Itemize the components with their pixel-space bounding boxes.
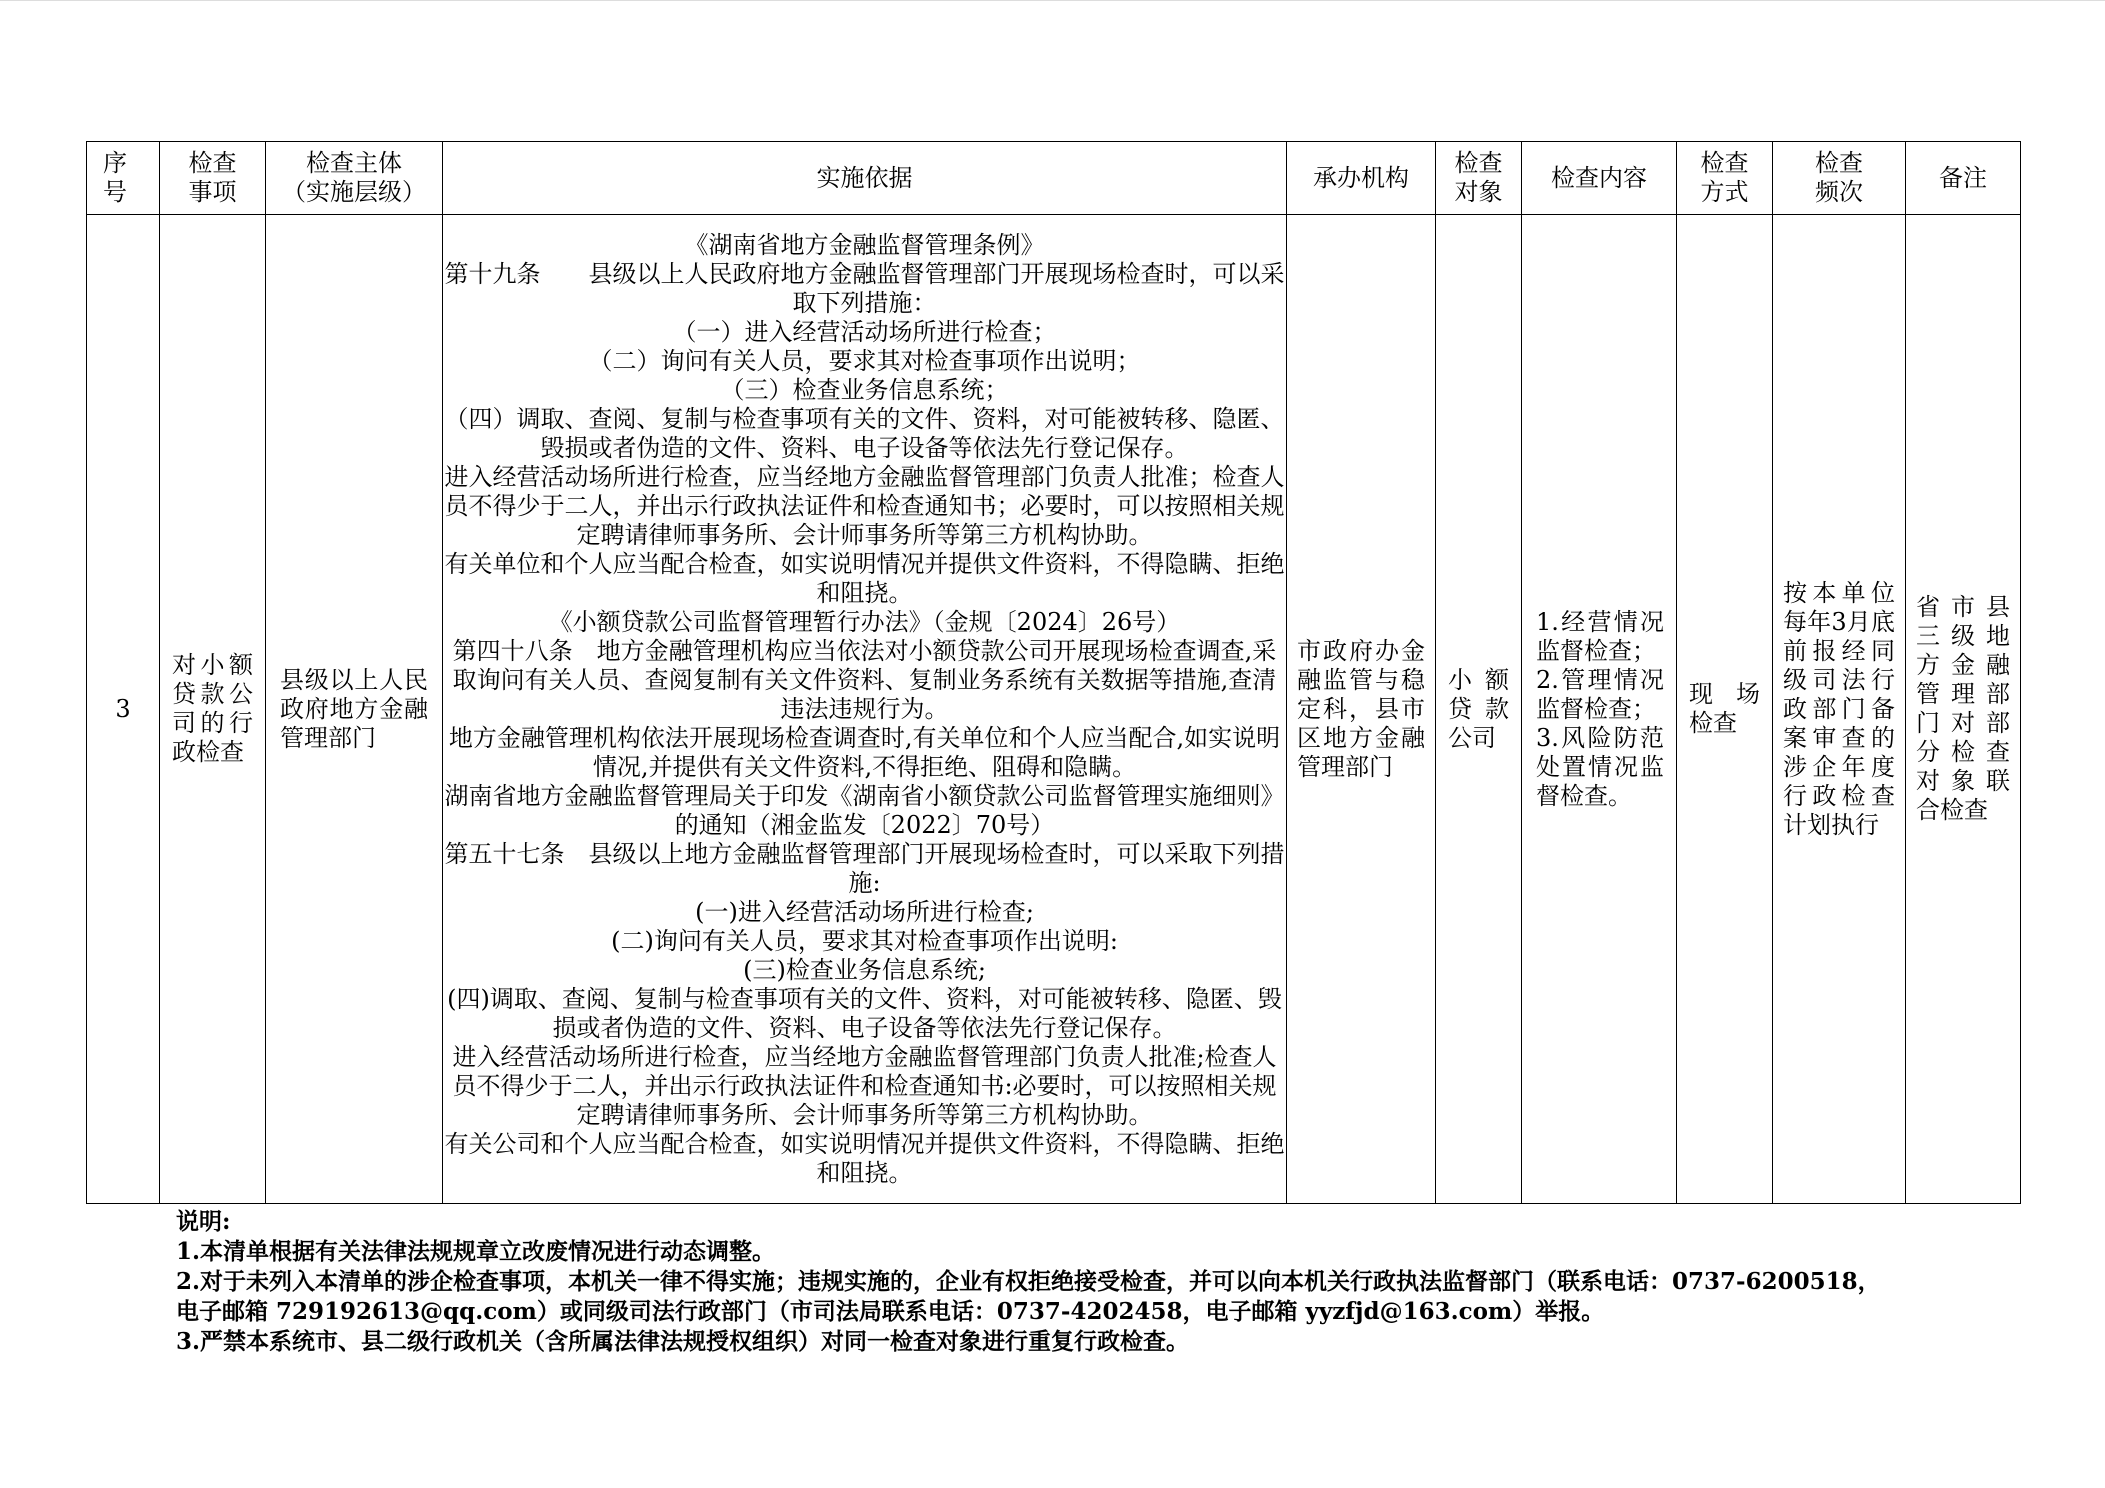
basis-paragraph: (三)检查业务信息系统; [743,955,986,984]
notes-list [176,1207,2036,1357]
basis-paragraph: 进入经营活动场所进行检查，应当经地方金融监督管理部门负责人批准；检查人员不得少于二人，并出示行政执法证件和检查通知书；必要时，可以按照相关规定聘请律师事务所、会计师事务所等第三方机构协助。 [444,462,1285,549]
header-target: 检查对象 [1436,142,1522,215]
note-line: 2.对于未列入本清单的涉企检查事项，本机关一律不得实施；违规实施的，企业有权拒绝接受检查，并可以向本机关行政执法监督部门（联系电话：0737-6200518， [176,1268,1881,1295]
basis-paragraph: 《小额贷款公司监督管理暂行办法》（金规〔2024〕26号） [548,607,1181,636]
basis-paragraph: 湖南省地方金融监督管理局关于印发《湖南省小额贷款公司监督管理实施细则》的通知（湘金监发〔2022〕70号） [444,781,1285,839]
cell-agency: 市政府办金融监管与稳定科，县市区地方金融管理部门 [1287,215,1436,1204]
header-subject-line2: （实施层级） [282,178,426,206]
inspection-table [86,141,2021,1204]
content-item: 1.经营情况监督检查； [1536,607,1664,665]
note-line: 3.严禁本系统市、县二级行政机关（含所属法律法规授权组织）对同一检查对象进行重复行政检查。 [176,1328,1190,1355]
cell-method: 现场检查 [1677,215,1773,1204]
basis-paragraph: 有关公司和个人应当配合检查，如实说明情况并提供文件资料，不得隐瞒、拒绝和阻挠。 [444,1129,1285,1187]
cell-basis [443,215,1287,1204]
basis-paragraph: 第十九条 县级以上人民政府地方金融监督管理部门开展现场检查时，可以采取下列措施： [444,259,1285,317]
basis-paragraph: 《湖南省地方金融监督管理条例》 [684,230,1045,259]
note-line: 1.本清单根据有关法律法规规章立改废情况进行动态调整。 [176,1238,776,1265]
basis-paragraph: (二)询问有关人员，要求其对检查事项作出说明: [611,926,1118,955]
basis-paragraph: （一）进入经营活动场所进行检查； [672,317,1057,346]
cell-subject: 县级以上人民政府地方金融管理部门 [266,215,443,1204]
header-frequency: 检查频次 [1773,142,1906,215]
header-seq: 序号 [87,142,160,215]
basis-paragraph: (一)进入经营活动场所进行检查; [695,897,1034,926]
basis-paragraph: （四）调取、查阅、复制与检查事项有关的文件、资料，对可能被转移、隐匿、毁损或者伪造的文件、资料、电子设备等依法先行登记保存。 [444,404,1285,462]
basis-paragraph: （二）询问有关人员，要求其对检查事项作出说明； [588,346,1141,375]
header-method: 检查方式 [1677,142,1773,215]
cell-target: 小额贷款公司 [1436,215,1522,1204]
table-header-row [87,142,2021,215]
cell-remark: 省市县三级地方金融管理部门对部分检查对象联合检查 [1906,215,2021,1204]
notes-section [176,1207,2036,1357]
basis-paragraph: （三）检查业务信息系统； [720,375,1009,404]
note-line: 电子邮箱 729192613@qq.com）或同级司法行政部门（市司法局联系电话：0737-4202458，电子邮箱 yyzfjd@163.com）举报。 [176,1298,1605,1325]
header-item: 检查事项 [160,142,266,215]
header-agency: 承办机构 [1287,142,1436,215]
header-subject [266,142,443,215]
table-row [87,215,2021,1204]
basis-paragraph: 有关单位和个人应当配合检查，如实说明情况并提供文件资料，不得隐瞒、拒绝和阻挠。 [444,549,1285,607]
page-top-edge [0,0,2105,1]
content-item: 2.管理情况监督检查； [1536,665,1664,723]
header-basis: 实施依据 [443,142,1287,215]
basis-paragraph: (四)调取、查阅、复制与检查事项有关的文件、资料，对可能被转移、隐匿、毁损或者伪造的文件、资料、电子设备等依法先行登记保存。 [447,984,1282,1042]
basis-paragraph: 第五十七条 县级以上地方金融监督管理部门开展现场检查时，可以采取下列措施: [444,839,1285,897]
header-content: 检查内容 [1522,142,1677,215]
header-subject-line1: 检查主体 [306,149,402,177]
cell-seq: 3 [87,215,160,1204]
basis-text [443,231,1286,1188]
basis-paragraph: 进入经营活动场所进行检查，应当经地方金融监督管理部门负责人批准;检查人员不得少于二人，并出示行政执法证件和检查通知书:必要时，可以按照相关规定聘请律师事务所、会计师事务所等第三方机构协助。 [452,1042,1277,1129]
cell-frequency: 按本单位每年3月底前报经同级司法行政部门备案审查的涉企年度行政检查计划执行 [1773,215,1906,1204]
basis-paragraph: 地方金融管理机构依法开展现场检查调查时,有关单位和个人应当配合,如实说明情况,并提供有关文件资料,不得拒绝、阻碍和隐瞒。 [448,723,1281,781]
content-item: 3.风险防范处置情况监督检查。 [1536,723,1664,810]
basis-paragraph: 第四十八条 地方金融管理机构应当依法对小额贷款公司开展现场检查调查,采取询问有关人员、查阅复制有关文件资料、复制业务系统有关数据等措施,查清违法违规行为。 [452,636,1277,723]
content-list [1522,608,1676,811]
header-remark: 备注 [1906,142,2021,215]
cell-item: 对小额贷款公司的行政检查 [160,215,266,1204]
note-line: 说明: [176,1208,231,1235]
cell-content [1522,215,1677,1204]
